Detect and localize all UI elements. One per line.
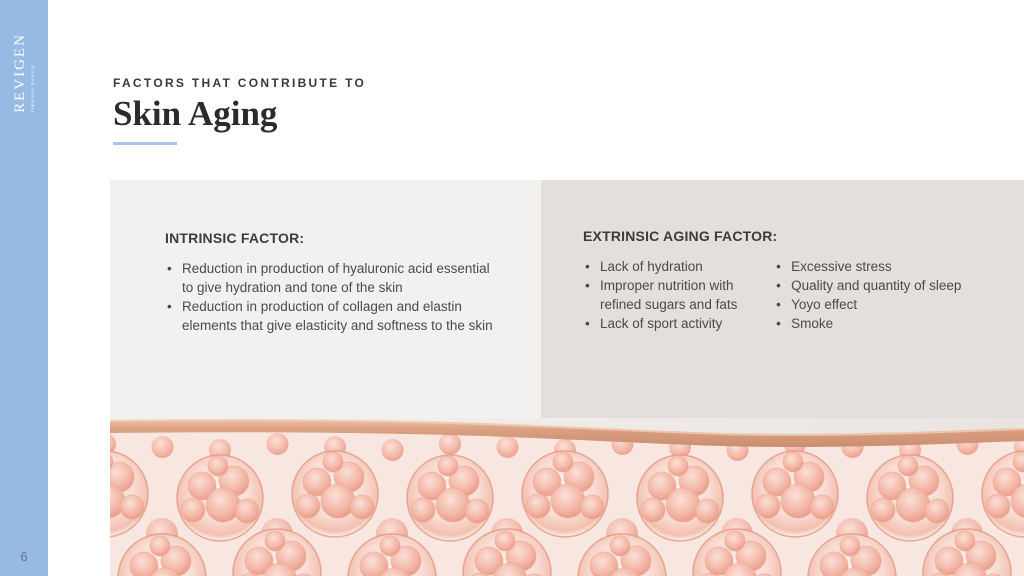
skin-cells-svg bbox=[110, 418, 1024, 576]
list-item: • Excessive stress bbox=[774, 257, 1002, 276]
list-item: • Reduction in production of hyaluronic acid essential to give hydration and tone of the skin bbox=[165, 259, 501, 297]
extrinsic-heading: EXTRINSIC AGING FACTOR: bbox=[583, 228, 778, 244]
page-title: Skin Aging bbox=[113, 94, 278, 133]
extrinsic-bullet-list-2 bbox=[774, 257, 1002, 333]
list-item: • Smoke bbox=[774, 314, 1002, 333]
list-item: • Lack of sport activity bbox=[583, 314, 767, 333]
title-underline bbox=[113, 142, 177, 145]
extrinsic-column-1 bbox=[583, 244, 774, 333]
intrinsic-factor-panel bbox=[110, 180, 541, 418]
brand-name: REVIGEN bbox=[12, 33, 29, 113]
intrinsic-bullet-list bbox=[165, 259, 501, 335]
brand-logo bbox=[0, 8, 48, 138]
list-item: • Improper nutrition with refined sugars and fats bbox=[583, 276, 767, 314]
extrinsic-bullet-list-1 bbox=[583, 257, 767, 333]
brand-sidebar bbox=[0, 0, 48, 576]
extrinsic-factor-panel bbox=[541, 180, 1024, 418]
list-item: • Lack of hydration bbox=[583, 257, 767, 276]
list-item: • Reduction in production of collagen and elastin elements that give elasticity and softness to the skin bbox=[165, 297, 501, 335]
brand-tagline: Timeless Beauty bbox=[30, 64, 36, 113]
list-item: • Quality and quantity of sleep bbox=[774, 276, 1002, 295]
extrinsic-column-2 bbox=[774, 244, 1008, 333]
skin-cells-image bbox=[110, 418, 1024, 576]
header-eyebrow: FACTORS THAT CONTRIBUTE TO bbox=[113, 76, 367, 90]
intrinsic-heading: INTRINSIC FACTOR: bbox=[165, 230, 305, 246]
factor-panels bbox=[110, 180, 1024, 418]
list-item: • Yoyo effect bbox=[774, 295, 1002, 314]
slide-header bbox=[113, 76, 366, 145]
page-number: 6 bbox=[20, 549, 28, 564]
